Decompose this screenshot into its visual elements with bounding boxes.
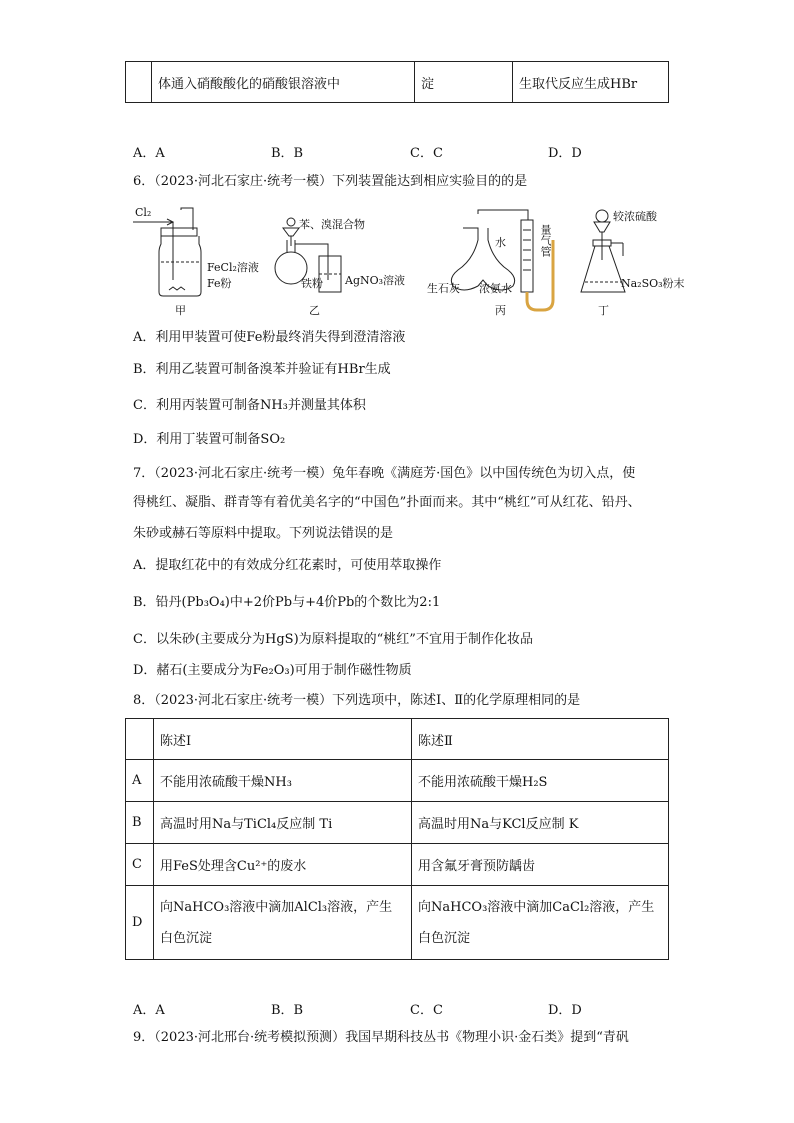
table-row <box>126 802 669 844</box>
q6-figure <box>133 200 693 320</box>
q7-option-b: B．铅丹(Pb₃O₄)中+2价Pb与+4价Pb的个数比为2:1 <box>133 595 441 610</box>
q8-table <box>125 718 669 960</box>
table-row <box>126 886 669 960</box>
row-key: C <box>126 844 154 886</box>
gas-tube-label: 量气管 <box>539 224 552 257</box>
statement-2: 用含氟牙膏预防龋齿 <box>412 844 669 886</box>
statement-1: 高温时用Na与TiCl₄反应制 Ti <box>154 802 412 844</box>
table-row <box>126 844 669 886</box>
table-cell: 体通入硝酸酸化的硝酸银溶液中 <box>152 62 415 103</box>
table-cell <box>126 62 152 103</box>
q6-stem: 6．（2023·河北石家庄·统考一模）下列装置能达到相应实验目的的是 <box>133 174 528 189</box>
top-table <box>125 61 669 103</box>
iron-label: 铁粉 <box>301 277 323 290</box>
header-cell: 陈述Ⅰ <box>154 719 412 760</box>
statement-2: 不能用浓硫酸干燥H₂S <box>412 760 669 802</box>
ammonia-label: 浓氨水 <box>479 282 512 295</box>
q8-stem: 8．（2023·河北石家庄·统考一模）下列选项中，陈述Ⅰ、Ⅱ的化学原理相同的是 <box>133 693 581 708</box>
lime-label: 生石灰 <box>427 282 460 295</box>
q7-stem-line: 朱砂或赫石等原料中提取。下列说法错误的是 <box>133 526 394 541</box>
fe-label: Fe粉 <box>207 277 232 290</box>
q6-option-b: B．利用乙装置可制备溴苯并验证有HBr生成 <box>133 362 391 377</box>
option-c: C．C <box>410 1003 443 1018</box>
header-cell <box>126 719 154 760</box>
option-a: A．A <box>133 146 165 161</box>
option-d: D．D <box>548 146 582 161</box>
agno3-label: AgNO₃溶液 <box>345 274 406 287</box>
row-key: A <box>126 760 154 802</box>
row-key: D <box>126 886 154 960</box>
cl2-label: Cl₂ <box>135 206 152 219</box>
q6-option-d: D．利用丁装置可制备SO₂ <box>133 432 286 447</box>
option-b: B．B <box>271 1003 304 1018</box>
statement-1: 向NaHCO₃溶液中滴加AlCl₃溶液，产生白色沉淀 <box>154 886 412 960</box>
table-cell: 生取代反应生成HBr <box>513 62 669 103</box>
statement-1: 不能用浓硫酸干燥NH₃ <box>154 760 412 802</box>
water-label: 水 <box>495 236 506 249</box>
header-cell: 陈述Ⅱ <box>412 719 669 760</box>
q9-stem: 9．（2023·河北邢台·统考模拟预测）我国早期科技丛书《物理小识·金石类》提到“青矾 <box>133 1030 629 1045</box>
caption-jia: 甲 <box>175 304 186 317</box>
benzene-label: 苯、溴混合物 <box>299 218 365 231</box>
option-a: A．A <box>133 1003 165 1018</box>
table-row <box>126 62 669 103</box>
option-d: D．D <box>548 1003 582 1018</box>
statement-1: 用FeS处理含Cu²⁺的废水 <box>154 844 412 886</box>
caption-yi: 乙 <box>309 304 320 317</box>
row-key: B <box>126 802 154 844</box>
q7-option-a: A．提取红花中的有效成分红花素时，可使用萃取操作 <box>133 558 442 573</box>
q7-stem-line: 得桃红、凝脂、群青等有着优美名字的“中国色”扑面而来。其中“桃红”可从红花、铅丹、 <box>133 495 641 510</box>
q7-option-d: D．赭石(主要成分为Fe₂O₃)可用于制作磁性物质 <box>133 663 412 678</box>
q6-option-c: C．利用丙装置可制备NH₃并测量其体积 <box>133 398 366 413</box>
q6-option-a: A．利用甲装置可使Fe粉最终消失得到澄清溶液 <box>133 330 406 345</box>
na2so3-label: Na₂SO₃粉末 <box>621 277 685 290</box>
fecl2-label: FeCl₂溶液 <box>207 261 259 274</box>
statement-2: 向NaHCO₃溶液中滴加CaCl₂溶液，产生白色沉淀 <box>412 886 669 960</box>
option-b: B．B <box>271 146 304 161</box>
acid-label: 较浓硫酸 <box>613 210 657 223</box>
statement-2: 高温时用Na与KCl反应制 K <box>412 802 669 844</box>
option-c: C．C <box>410 146 443 161</box>
caption-ding: 丁 <box>598 304 609 317</box>
caption-bing: 丙 <box>495 304 506 317</box>
table-cell: 淀 <box>415 62 513 103</box>
q7-option-c: C．以朱砂(主要成分为HgS)为原料提取的“桃红”不宜用于制作化妆品 <box>133 632 533 647</box>
table-row <box>126 760 669 802</box>
q7-stem-line: 7．（2023·河北石家庄·统考一模）兔年春晚《满庭芳·国色》以中国传统色为切入点，使 <box>133 466 636 481</box>
table-header-row <box>126 719 669 760</box>
